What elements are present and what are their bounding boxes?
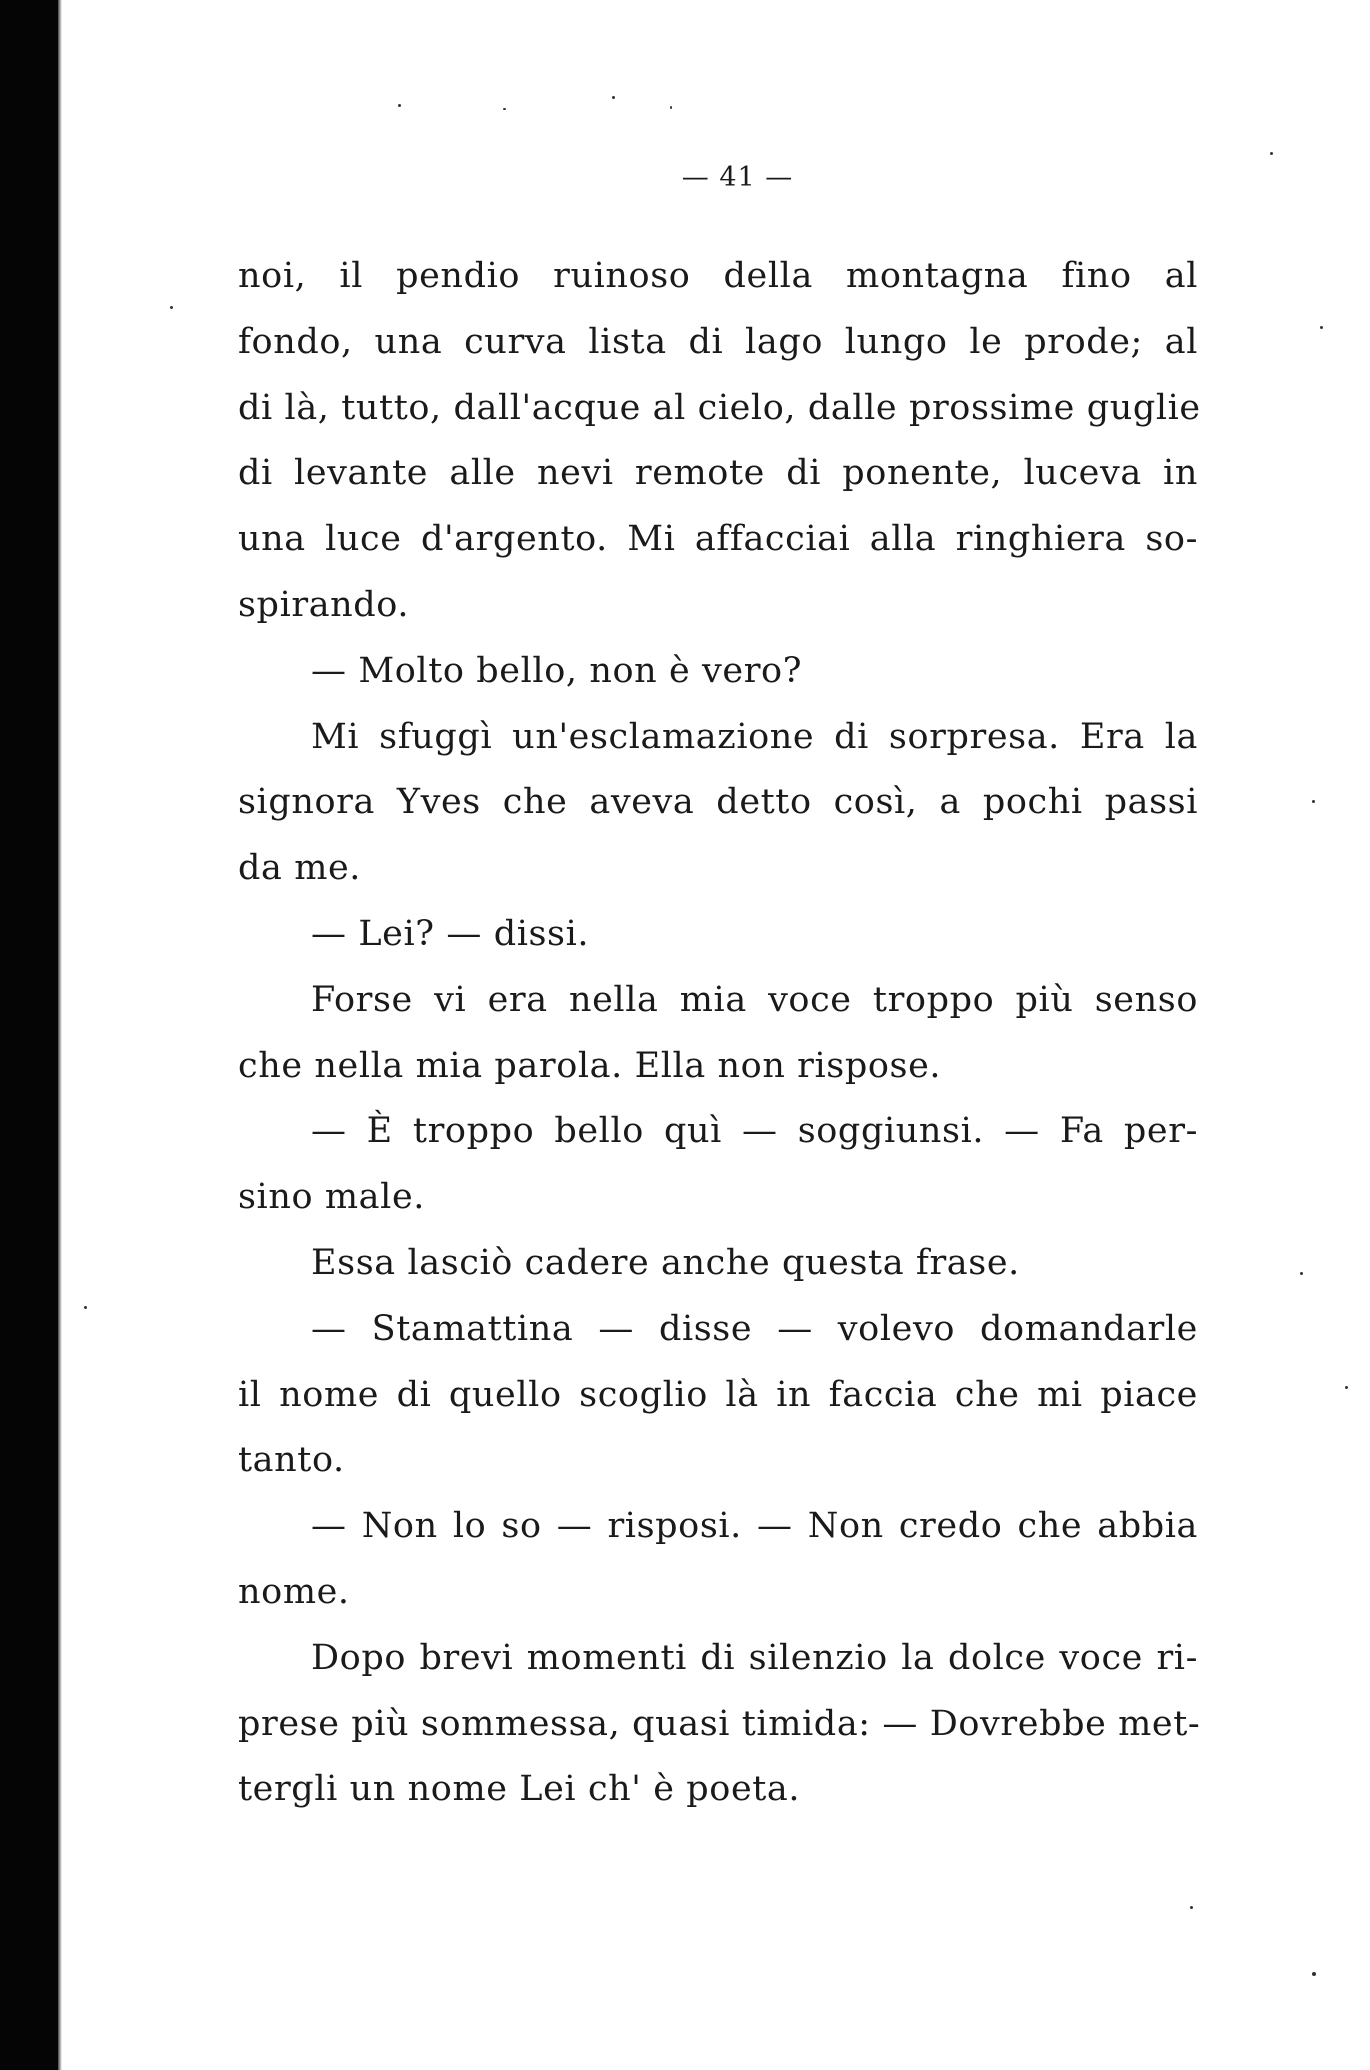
text-line: noi, il pendio ruinoso della montagna fino al [238, 256, 1198, 296]
print-speck [1345, 1386, 1348, 1389]
spine-edge [58, 0, 62, 2070]
text-line: Mi sfuggì un'esclamazione di sorpresa. Era la [311, 716, 1198, 757]
text-line: tergli un nome Lei ch' è poeta. [238, 1769, 801, 1810]
print-speck [1300, 1272, 1303, 1275]
text-line: che nella mia parola. Ella non rispose. [238, 1045, 942, 1086]
text-line: sino male. [238, 1177, 425, 1218]
print-speck [170, 306, 173, 309]
print-speck [503, 108, 506, 110]
text-line: nome. [238, 1571, 350, 1612]
text-line: Forse vi era nella mia voce troppo più senso [311, 979, 1198, 1020]
text-line: — È troppo bello quì — soggiunsi. — Fa per- [311, 1111, 1198, 1152]
text-line: una luce d'argento. Mi affacciai alla ringhiera so- [238, 519, 1198, 560]
text-line: di levante alle nevi remote di ponente, luceva in [238, 453, 1198, 494]
text-line: prese più sommessa, quasi timida: — Dovrebbe met- [238, 1703, 1201, 1744]
text-line: fondo, una curva lista di lago lungo le prode; al [238, 321, 1198, 362]
print-speck [1320, 326, 1323, 329]
text-line: — Molto bello, non è vero? [311, 650, 803, 691]
print-speck [1190, 1906, 1193, 1909]
text-line: — Lei? — dissi. [311, 913, 590, 954]
text-line: Essa lasciò cadere anche questa frase. [311, 1242, 1020, 1283]
print-speck [1312, 1972, 1316, 1976]
text-line: — Stamattina — disse — volevo domandarle [311, 1308, 1198, 1349]
book-spine-shadow [0, 0, 58, 2070]
page-number: — 41 — [681, 162, 794, 193]
text-line: di là, tutto, dall'acque al cielo, dalle prossime guglie [238, 387, 1201, 428]
print-speck [84, 1306, 87, 1309]
text-line: da me. [238, 848, 362, 889]
print-speck [1270, 152, 1273, 155]
text-line: Dopo brevi momenti di silenzio la dolce voce ri- [311, 1637, 1198, 1678]
page-body-text [238, 244, 1201, 1823]
text-line: il nome di quello scoglio là in faccia che mi piace [238, 1374, 1198, 1415]
print-speck [612, 96, 615, 99]
text-line: signora Yves che aveva detto così, a pochi passi [238, 782, 1198, 823]
text-line: spirando. [238, 584, 410, 625]
print-speck [1312, 800, 1315, 803]
print-speck [670, 106, 672, 109]
print-speck [398, 104, 401, 107]
text-line: tanto. [238, 1440, 345, 1481]
text-line: — Non lo so — risposi. — Non credo che abbia [311, 1506, 1198, 1547]
